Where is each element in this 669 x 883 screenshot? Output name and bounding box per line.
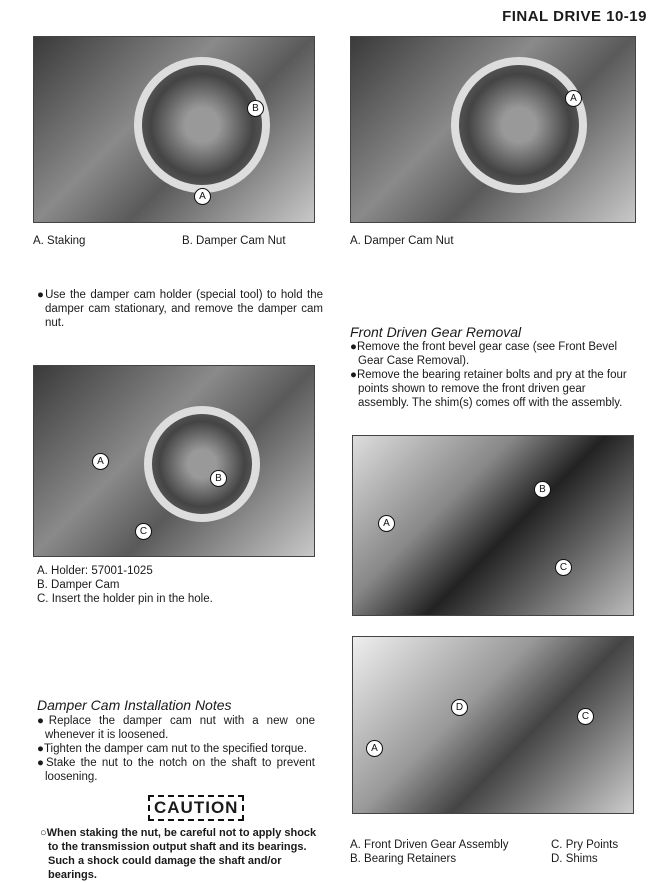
callout-c: C <box>135 523 152 540</box>
bullet: ●Remove the front bevel gear case (see Front Bevel Gear Case Removal). <box>350 341 618 367</box>
caption: B. Damper Cam <box>37 579 120 591</box>
callout-b: B <box>534 481 551 498</box>
bullet: ●Replace the damper cam nut with a new one whenever it is loosened. <box>37 715 315 741</box>
instruction-text: ●Use the damper cam holder (special tool) to hold the damper cam stationary, and remove the damper cam nut. <box>37 289 323 329</box>
caution-badge: CAUTION <box>148 795 244 821</box>
callout-c: C <box>555 559 572 576</box>
callout-a: A <box>366 740 383 757</box>
caption-list <box>350 838 509 866</box>
photo-holder <box>33 365 315 557</box>
callout-c: C <box>577 708 594 725</box>
caption: C. Insert the holder pin in the hole. <box>37 593 213 605</box>
caption-list <box>551 838 618 866</box>
caption: B. Damper Cam Nut <box>182 235 286 247</box>
photo-damper-cam-nut <box>350 36 636 223</box>
callout-a: A <box>92 453 109 470</box>
callout-a: A <box>194 188 211 205</box>
warning-text: ○When staking the nut, be careful not to apply shock to the transmission output shaft and its bearings. Such a shock could damage the shaft and/or bearings. <box>40 827 317 881</box>
photo-gear-assembly <box>352 435 634 616</box>
section-title: Damper Cam Installation Notes <box>37 697 232 713</box>
bullet: ●Tighten the damper cam nut to the specified torque. <box>37 743 307 755</box>
bullet: ●Remove the bearing retainer bolts and pry at the four points shown to remove the front driven gear assembly. The shim(s) comes off with the assembly. <box>350 369 627 409</box>
callout-b: B <box>210 470 227 487</box>
section-title: Front Driven Gear Removal <box>350 324 522 340</box>
caption: C. Pry Points <box>551 839 619 851</box>
caption: A. Holder: 57001-1025 <box>37 565 153 577</box>
photo-staking <box>33 36 315 223</box>
caption: A. Front Driven Gear Assembly <box>350 839 509 851</box>
caption: A. Staking <box>33 235 86 247</box>
bullet: ●Stake the nut to the notch on the shaft to prevent loosening. <box>37 757 315 783</box>
callout-b: B <box>247 100 264 117</box>
caption-list <box>37 564 213 606</box>
page-header: FINAL DRIVE 10-19 <box>502 8 647 25</box>
bullet-list <box>37 714 315 784</box>
bullet-list <box>350 340 635 410</box>
callout-a: A <box>565 90 582 107</box>
callout-d: D <box>451 699 468 716</box>
caption: B. Bearing Retainers <box>350 853 457 865</box>
caption: A. Damper Cam Nut <box>350 235 454 247</box>
photo-removed-gear <box>352 636 634 814</box>
caption: D. Shims <box>551 853 598 865</box>
callout-a: A <box>378 515 395 532</box>
